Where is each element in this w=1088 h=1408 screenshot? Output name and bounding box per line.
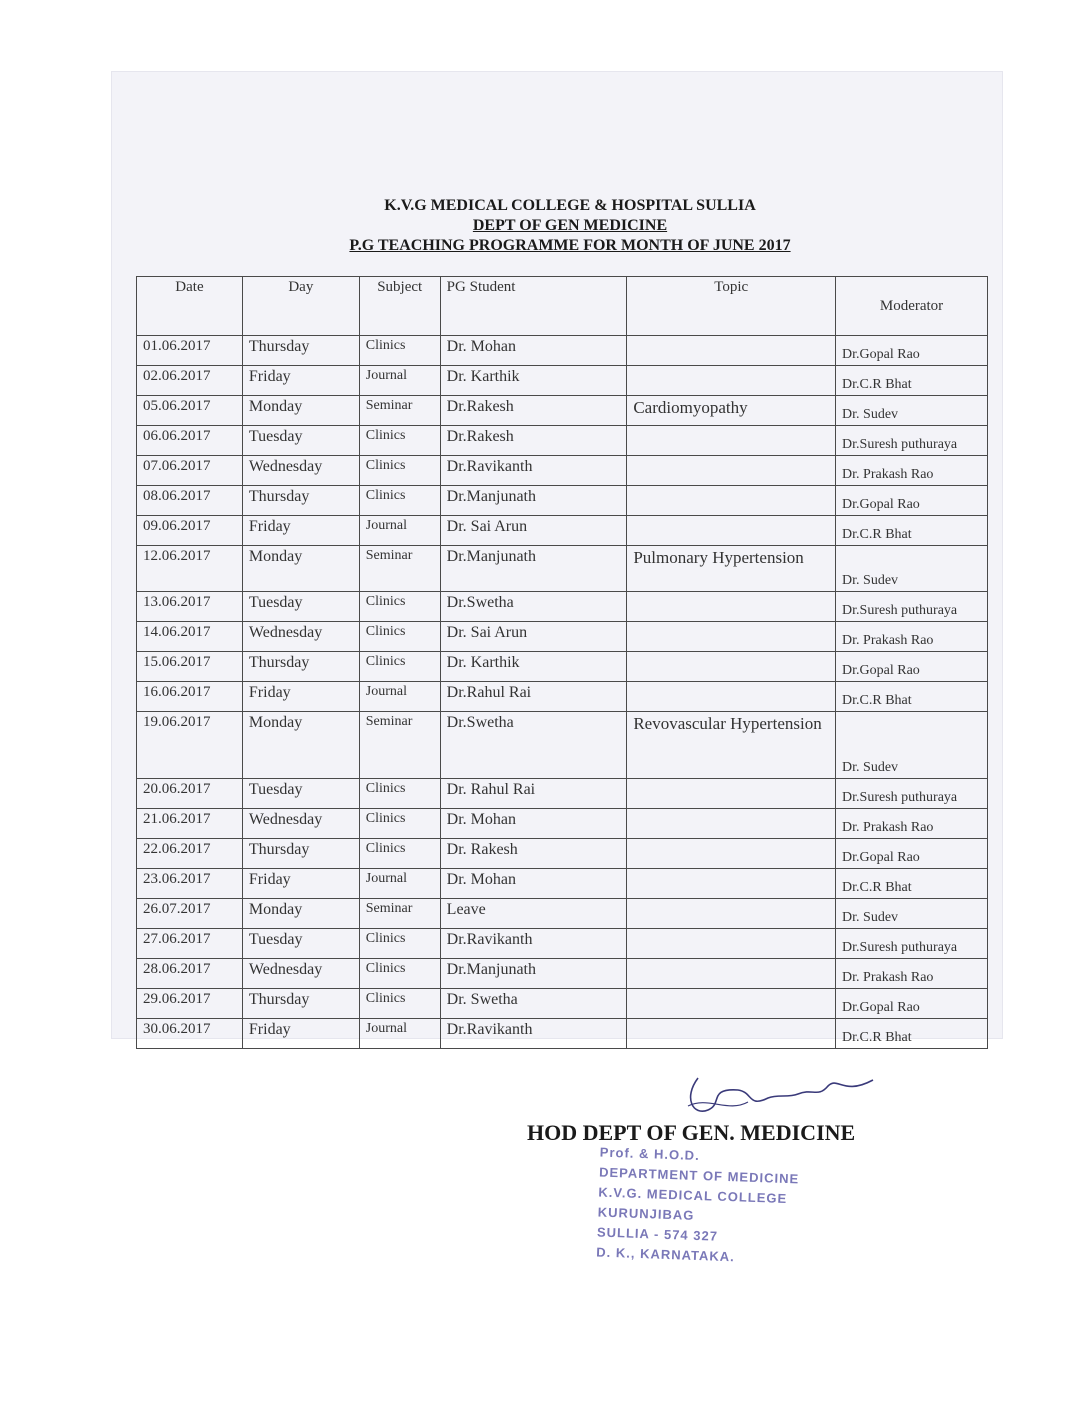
moderator-cell: Dr. Sudev [836,899,988,929]
day-cell: Thursday [242,839,359,869]
topic-cell: Revovascular Hypertension [627,712,836,779]
pg-student-cell: Dr.Manjunath [440,486,627,516]
date-cell: 21.06.2017 [137,809,243,839]
topic-cell [627,366,836,396]
col-header-moderator: Moderator [836,277,988,336]
table-header-row [137,277,988,336]
col-header-subject: Subject [359,277,440,336]
pg-student-cell: Dr.Rahul Rai [440,682,627,712]
topic-cell [627,652,836,682]
pg-student-cell: Dr. Sai Arun [440,622,627,652]
date-cell: 05.06.2017 [137,396,243,426]
pg-student-cell: Dr. Karthik [440,652,627,682]
pg-student-cell: Dr.Rakesh [440,396,627,426]
topic-cell [627,336,836,366]
moderator-cell: Dr.Gopal Rao [836,839,988,869]
subject-cell: Journal [359,366,440,396]
table-row [137,959,988,989]
day-cell: Friday [242,516,359,546]
col-header-day: Day [242,277,359,336]
moderator-cell: Dr.Suresh puthuraya [836,779,988,809]
subject-cell: Clinics [359,839,440,869]
pg-student-cell: Dr. Swetha [440,989,627,1019]
day-cell: Friday [242,682,359,712]
day-cell: Wednesday [242,622,359,652]
moderator-cell: Dr.C.R Bhat [836,516,988,546]
pg-student-cell: Dr. Mohan [440,869,627,899]
programme-title: P.G TEACHING PROGRAMME FOR MONTH OF JUNE 2017 [349,237,791,254]
subject-cell: Journal [359,1019,440,1049]
department-stamp [596,1143,800,1270]
date-cell: 19.06.2017 [137,712,243,779]
subject-cell: Clinics [359,809,440,839]
table-row [137,546,988,592]
date-cell: 14.06.2017 [137,622,243,652]
subject-cell: Clinics [359,426,440,456]
stamp-line: DEPARTMENT OF MEDICINE [598,1164,800,1187]
date-cell: 12.06.2017 [137,546,243,592]
day-cell: Tuesday [242,929,359,959]
day-cell: Monday [242,546,359,592]
date-cell: 06.06.2017 [137,426,243,456]
topic-cell [627,989,836,1019]
pg-student-cell: Dr.Ravikanth [440,456,627,486]
day-cell: Tuesday [242,779,359,809]
moderator-cell: Dr.Suresh puthuraya [836,426,988,456]
date-cell: 15.06.2017 [137,652,243,682]
table-row [137,989,988,1019]
table-row [137,516,988,546]
subject-cell: Seminar [359,899,440,929]
subject-cell: Journal [359,682,440,712]
moderator-cell: Dr.C.R Bhat [836,682,988,712]
pg-student-cell: Dr. Mohan [440,809,627,839]
day-cell: Tuesday [242,426,359,456]
college-name: K.V.G MEDICAL COLLEGE & HOSPITAL SULLIA [384,197,756,214]
table-row [137,779,988,809]
table-row [137,426,988,456]
subject-cell: Journal [359,869,440,899]
pg-student-cell: Dr. Mohan [440,336,627,366]
col-header-pg-student: PG Student [440,277,627,336]
table-row [137,1019,988,1049]
subject-cell: Clinics [359,592,440,622]
topic-cell [627,426,836,456]
topic-cell [627,839,836,869]
table-row [137,839,988,869]
topic-cell [627,809,836,839]
topic-cell: Cardiomyopathy [627,396,836,426]
table-row [137,712,988,779]
subject-cell: Clinics [359,779,440,809]
date-cell: 09.06.2017 [137,516,243,546]
moderator-cell: Dr.Suresh puthuraya [836,592,988,622]
table-row [137,486,988,516]
table-row [137,456,988,486]
pg-student-cell: Dr.Manjunath [440,959,627,989]
topic-cell [627,456,836,486]
date-cell: 29.06.2017 [137,989,243,1019]
table-row [137,929,988,959]
topic-cell [627,899,836,929]
date-cell: 27.06.2017 [137,929,243,959]
day-cell: Monday [242,396,359,426]
stamp-line: Prof. & H.O.D. [599,1144,700,1164]
moderator-cell: Dr.Gopal Rao [836,652,988,682]
topic-cell [627,622,836,652]
table-row [137,809,988,839]
moderator-cell: Dr.C.R Bhat [836,366,988,396]
moderator-cell: Dr.Gopal Rao [836,336,988,366]
stamp-line: SULLIA - 574 327 [596,1224,719,1244]
day-cell: Thursday [242,486,359,516]
topic-cell [627,869,836,899]
document-header [300,196,840,256]
subject-cell: Clinics [359,929,440,959]
date-cell: 08.06.2017 [137,486,243,516]
pg-student-cell: Dr. Sai Arun [440,516,627,546]
date-cell: 16.06.2017 [137,682,243,712]
date-cell: 01.06.2017 [137,336,243,366]
stamp-line: KURUNJIBAG [597,1204,695,1223]
subject-cell: Seminar [359,546,440,592]
day-cell: Tuesday [242,592,359,622]
moderator-cell: Dr.C.R Bhat [836,869,988,899]
table-row [137,336,988,366]
pg-student-cell: Dr.Ravikanth [440,929,627,959]
subject-cell: Journal [359,516,440,546]
subject-cell: Clinics [359,486,440,516]
day-cell: Friday [242,869,359,899]
day-cell: Wednesday [242,456,359,486]
moderator-cell: Dr.C.R Bhat [836,1019,988,1049]
date-cell: 30.06.2017 [137,1019,243,1049]
topic-cell: Pulmonary Hypertension [627,546,836,592]
moderator-cell: Dr. Prakash Rao [836,959,988,989]
pg-student-cell: Dr.Swetha [440,592,627,622]
day-cell: Monday [242,899,359,929]
subject-cell: Clinics [359,652,440,682]
date-cell: 26.07.2017 [137,899,243,929]
pg-student-cell: Dr. Rakesh [440,839,627,869]
pg-student-cell: Leave [440,899,627,929]
date-cell: 20.06.2017 [137,779,243,809]
table-row [137,396,988,426]
day-cell: Wednesday [242,809,359,839]
day-cell: Thursday [242,336,359,366]
schedule-body [137,336,988,1049]
pg-student-cell: Dr. Karthik [440,366,627,396]
day-cell: Friday [242,366,359,396]
table-row [137,366,988,396]
topic-cell [627,592,836,622]
moderator-cell: Dr. Sudev [836,546,988,592]
signature [678,1068,878,1118]
pg-student-cell: Dr.Swetha [440,712,627,779]
subject-cell: Clinics [359,456,440,486]
moderator-cell: Dr. Prakash Rao [836,809,988,839]
pg-student-cell: Dr.Ravikanth [440,1019,627,1049]
subject-cell: Seminar [359,396,440,426]
pg-student-cell: Dr.Manjunath [440,546,627,592]
table-row [137,899,988,929]
col-header-topic: Topic [627,277,836,336]
subject-cell: Clinics [359,336,440,366]
day-cell: Thursday [242,652,359,682]
moderator-cell: Dr. Sudev [836,712,988,779]
topic-cell [627,516,836,546]
topic-cell [627,929,836,959]
topic-cell [627,959,836,989]
date-cell: 23.06.2017 [137,869,243,899]
subject-cell: Seminar [359,712,440,779]
col-header-date: Date [137,277,243,336]
hod-title: HOD DEPT OF GEN. MEDICINE [527,1120,856,1145]
subject-cell: Clinics [359,959,440,989]
date-cell: 28.06.2017 [137,959,243,989]
table-row [137,652,988,682]
stamp-line: D. K., KARNATAKA. [596,1244,736,1265]
moderator-cell: Dr. Sudev [836,396,988,426]
moderator-cell: Dr.Gopal Rao [836,989,988,1019]
schedule-table [136,276,988,1049]
table-row [137,592,988,622]
day-cell: Wednesday [242,959,359,989]
moderator-cell: Dr. Prakash Rao [836,622,988,652]
subject-cell: Clinics [359,622,440,652]
table-row [137,869,988,899]
topic-cell [627,486,836,516]
topic-cell [627,779,836,809]
moderator-cell: Dr. Prakash Rao [836,456,988,486]
subject-cell: Clinics [359,989,440,1019]
topic-cell [627,1019,836,1049]
moderator-cell: Dr.Suresh puthuraya [836,929,988,959]
date-cell: 22.06.2017 [137,839,243,869]
day-cell: Friday [242,1019,359,1049]
table-row [137,622,988,652]
pg-student-cell: Dr. Rahul Rai [440,779,627,809]
day-cell: Thursday [242,989,359,1019]
topic-cell [627,682,836,712]
stamp-line: K.V.G. MEDICAL COLLEGE [598,1184,788,1207]
department-title: DEPT OF GEN MEDICINE [472,217,668,234]
moderator-cell: Dr.Gopal Rao [836,486,988,516]
date-cell: 07.06.2017 [137,456,243,486]
day-cell: Monday [242,712,359,779]
table-row [137,682,988,712]
date-cell: 02.06.2017 [137,366,243,396]
date-cell: 13.06.2017 [137,592,243,622]
pg-student-cell: Dr.Rakesh [440,426,627,456]
